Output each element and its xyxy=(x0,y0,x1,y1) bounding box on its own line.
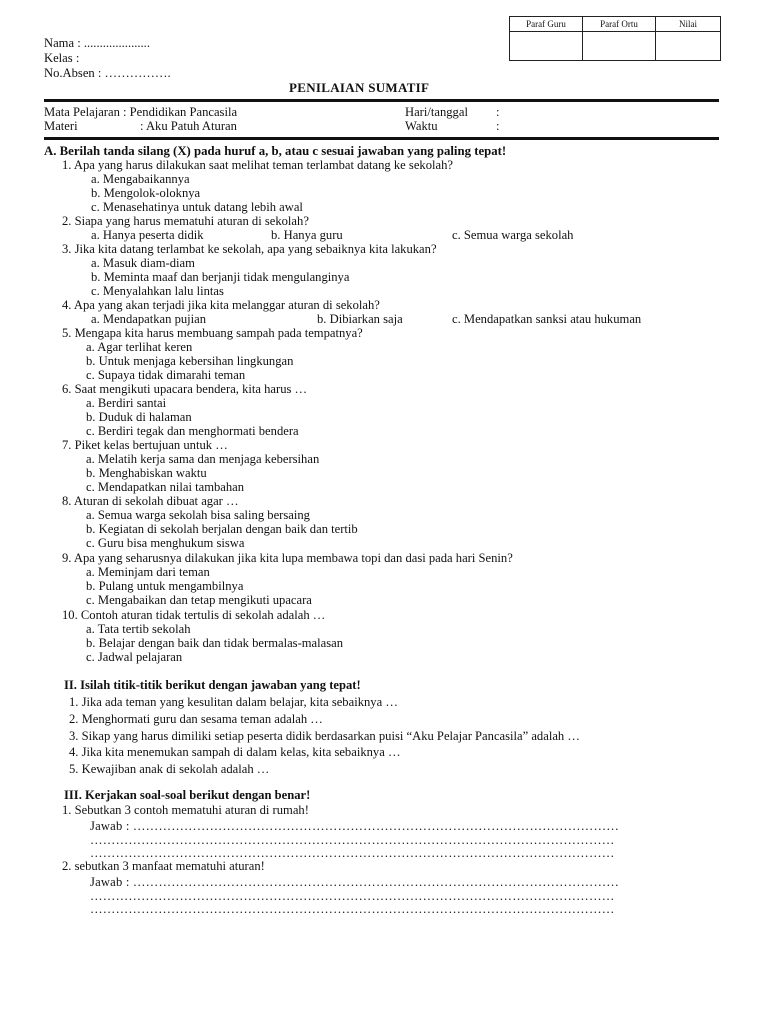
nama-field[interactable]: Nama : ..................... xyxy=(44,36,150,50)
q2-option-c[interactable]: c. Semua warga sekolah xyxy=(452,228,574,242)
q10-option-a[interactable]: a. Tata tertib sekolah xyxy=(86,622,191,636)
q8-option-b[interactable]: b. Kegiatan di sekolah berjalan dengan baik dan tertib xyxy=(86,522,358,536)
section-c-heading: III. Kerjakan soal-soal berikut dengan benar! xyxy=(64,788,311,802)
q7-option-a[interactable]: a. Melatih kerja sama dan menjaga kebersihan xyxy=(86,452,320,466)
q10-option-b[interactable]: b. Belajar dengan baik dan tidak bermalas-malasan xyxy=(86,636,344,650)
q1-option-b[interactable]: b. Mengolok-oloknya xyxy=(91,186,201,200)
q4-option-c[interactable]: c. Mendapatkan sanksi atau hukuman xyxy=(452,312,642,326)
q2-option-b[interactable]: b. Hanya guru xyxy=(271,228,343,242)
question-9: 9. Apa yang seharusnya dilakukan jika kita lupa membawa topi dan dasi pada hari Senin? xyxy=(62,551,513,565)
q7-option-c[interactable]: c. Mendapatkan nilai tambahan xyxy=(86,480,245,494)
essay-2-answer-line-3[interactable]: …………………………………………………………………………………………………………… xyxy=(90,902,615,916)
q6-option-b[interactable]: b. Duduk di halaman xyxy=(86,410,192,424)
q5-option-b[interactable]: b. Untuk menjaga kebersihan lingkungan xyxy=(86,354,294,368)
q1-option-a[interactable]: a. Mengabaikannya xyxy=(91,172,190,186)
question-6: 6. Saat mengikuti upacara bendera, kita harus … xyxy=(62,382,308,396)
fill-item-5: 5. Kewajiban anak di sekolah adalah … xyxy=(69,762,270,776)
paraf-ortu-cell[interactable] xyxy=(583,32,656,61)
absen-field[interactable]: No.Absen : ……………. xyxy=(44,66,171,80)
q9-option-c[interactable]: c. Mengabaikan dan tetap mengikuti upacara xyxy=(86,593,312,607)
materi-label: Materi xyxy=(44,119,78,133)
essay-question-1: 1. Sebutkan 3 contoh mematuhi aturan di rumah! xyxy=(62,803,309,817)
fill-item-2: 2. Menghormati guru dan sesama teman adalah … xyxy=(69,712,323,726)
header-nilai: Nilai xyxy=(656,17,721,32)
q1-option-c[interactable]: c. Menasehatinya untuk datang lebih awal xyxy=(91,200,303,214)
q9-option-b[interactable]: b. Pulang untuk mengambilnya xyxy=(86,579,244,593)
paraf-guru-cell[interactable] xyxy=(510,32,583,61)
question-3: 3. Jika kita datang terlambat ke sekolah, apa yang sebaiknya kita lakukan? xyxy=(62,242,437,256)
mapel-label: Mata Pelajaran : Pendidikan Pancasila xyxy=(44,105,238,119)
question-5: 5. Mengapa kita harus membuang sampah pada tempatnya? xyxy=(62,326,363,340)
question-7: 7. Piket kelas bertujuan untuk … xyxy=(62,438,228,452)
question-8: 8. Aturan di sekolah dibuat agar … xyxy=(62,494,239,508)
header-paraf-ortu: Paraf Ortu xyxy=(583,17,656,32)
q3-option-b[interactable]: b. Meminta maaf dan berjanji tidak mengulanginya xyxy=(91,270,350,284)
signature-box xyxy=(509,16,721,61)
section-b-heading: II. Isilah titik-titik berikut dengan jawaban yang tepat! xyxy=(64,678,361,692)
fill-item-3: 3. Sikap yang harus dimiliki setiap peserta didik berdasarkan puisi “Aku Pelajar Pancasila” adalah … xyxy=(69,729,580,743)
essay-1-answer-line-1[interactable]: Jawab : …………………………………………………………………………………………………… xyxy=(90,819,620,833)
waktu-field[interactable]: : xyxy=(496,119,500,133)
header-paraf-guru: Paraf Guru xyxy=(510,17,583,32)
q3-option-a[interactable]: a. Masuk diam-diam xyxy=(91,256,195,270)
q2-option-a[interactable]: a. Hanya peserta didik xyxy=(91,228,204,242)
hari-field[interactable]: : xyxy=(496,105,500,119)
question-10: 10. Contoh aturan tidak tertulis di sekolah adalah … xyxy=(62,608,326,622)
q7-option-b[interactable]: b. Menghabiskan waktu xyxy=(86,466,207,480)
essay-2-answer-line-2[interactable]: …………………………………………………………………………………………………………… xyxy=(90,889,615,903)
q9-option-a[interactable]: a. Meminjam dari teman xyxy=(86,565,210,579)
materi-value: : Aku Patuh Aturan xyxy=(140,119,237,133)
essay-1-answer-line-2[interactable]: …………………………………………………………………………………………………………… xyxy=(90,833,615,847)
question-1: 1. Apa yang harus dilakukan saat melihat teman terlambat datang ke sekolah? xyxy=(62,158,453,172)
q10-option-c[interactable]: c. Jadwal pelajaran xyxy=(86,650,183,664)
q5-option-a[interactable]: a. Agar terlihat keren xyxy=(86,340,193,354)
divider-bottom xyxy=(44,137,719,140)
essay-2-answer-line-1[interactable]: Jawab : …………………………………………………………………………………………………… xyxy=(90,875,620,889)
q5-option-c[interactable]: c. Supaya tidak dimarahi teman xyxy=(86,368,246,382)
page-title: PENILAIAN SUMATIF xyxy=(289,80,430,95)
divider-top xyxy=(44,99,719,102)
q4-option-b[interactable]: b. Dibiarkan saja xyxy=(317,312,403,326)
section-a-heading: A. Berilah tanda silang (X) pada huruf a, b, atau c sesuai jawaban yang paling tepat! xyxy=(44,144,507,158)
hari-label: Hari/tanggal xyxy=(405,105,468,119)
question-4: 4. Apa yang akan terjadi jika kita melanggar aturan di sekolah? xyxy=(62,298,380,312)
q6-option-c[interactable]: c. Berdiri tegak dan menghormati bendera xyxy=(86,424,299,438)
essay-question-2: 2. sebutkan 3 manfaat mematuhi aturan! xyxy=(62,859,265,873)
fill-item-4: 4. Jika kita menemukan sampah di dalam kelas, kita sebaiknya … xyxy=(69,745,401,759)
waktu-label: Waktu xyxy=(405,119,438,133)
q3-option-c[interactable]: c. Menyalahkan lalu lintas xyxy=(91,284,224,298)
nilai-cell[interactable] xyxy=(656,32,721,61)
q6-option-a[interactable]: a. Berdiri santai xyxy=(86,396,167,410)
question-2: 2. Siapa yang harus mematuhi aturan di sekolah? xyxy=(62,214,309,228)
q8-option-c[interactable]: c. Guru bisa menghukum siswa xyxy=(86,536,245,550)
q4-option-a[interactable]: a. Mendapatkan pujian xyxy=(91,312,207,326)
q8-option-a[interactable]: a. Semua warga sekolah bisa saling bersaing xyxy=(86,508,310,522)
kelas-field[interactable]: Kelas : xyxy=(44,51,80,65)
fill-item-1: 1. Jika ada teman yang kesulitan dalam belajar, kita sebaiknya … xyxy=(69,695,398,709)
essay-1-answer-line-3[interactable]: …………………………………………………………………………………………………………… xyxy=(90,846,615,860)
